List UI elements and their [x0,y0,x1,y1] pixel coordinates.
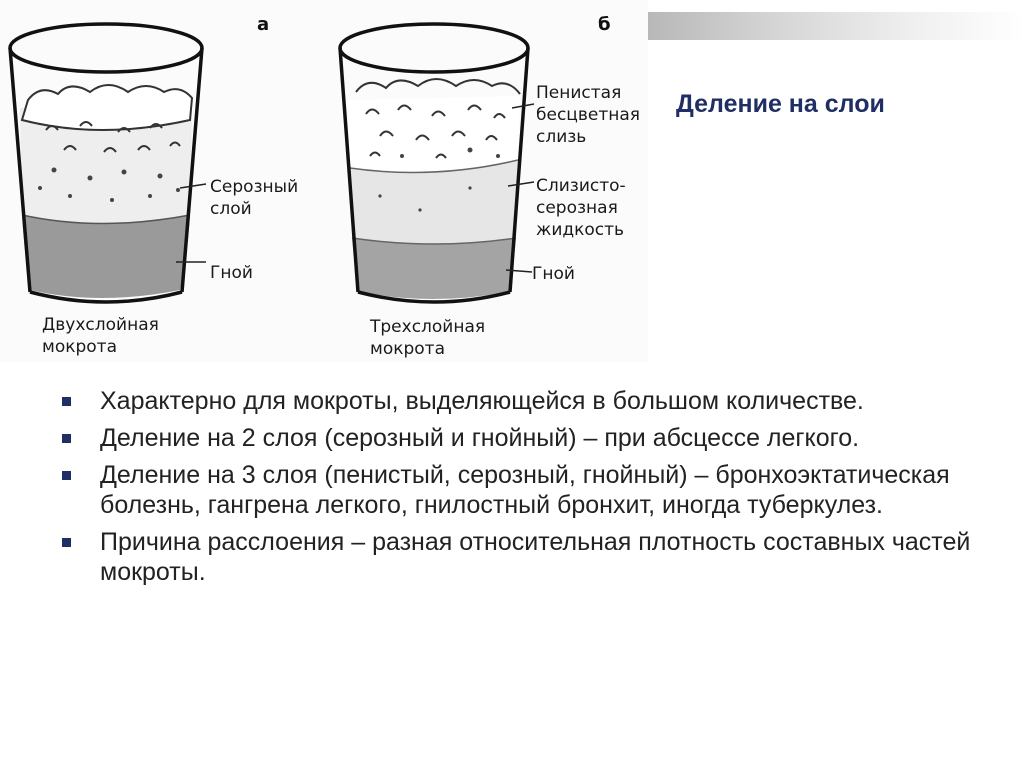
glass-a-serous-label: Серозный слой [210,177,299,219]
glass-a-letter: а [257,14,270,35]
glass-b-mucoserous-label: Слизисто- серозная жидкость [536,176,626,240]
glass-b-pus-layer [352,238,516,299]
bullet-item [62,423,992,453]
bullet-item [62,386,992,416]
bullet-text: Характерно для мокроты, выделяющейся в большом количестве. [100,387,864,415]
sputum-layers-figure [0,0,648,362]
glass-a-pus-label: Гной [210,263,253,283]
bullet-text: Деление на 3 слоя (пенистый, серозный, гнойный) – бронхоэктатическая болезнь, гангрена легкого, гнилостный бронхит, иногда туберкулез. [100,461,950,519]
bullet-text: Деление на 2 слоя (серозный и гнойный) – при абсцессе легкого. [100,424,860,452]
bullet-square-icon [62,434,71,443]
bullet-item [62,460,992,520]
header-gradient-bar [648,12,1024,40]
bullet-square-icon [62,471,71,480]
glass-b-letter: б [598,14,611,35]
glass-a-caption: Двухслойная мокрота [42,315,159,357]
slide-title: Деление на слои [676,90,885,118]
glass-a [10,24,206,302]
glass-b-foam-layer [348,96,520,173]
glass-b-caption: Трехслойная мокрота [370,317,486,359]
bullet-square-icon [62,538,71,547]
bullet-square-icon [62,397,71,406]
glass-b-foam-label: Пенистая бесцветная слизь [536,83,641,147]
glass-b [340,24,534,302]
bullet-text: Причина расслоения – разная относительная плотность составных частей мокроты. [100,528,971,586]
glass-a-pus-layer [22,215,190,298]
bullet-item [62,527,992,587]
bullet-list [62,386,992,594]
glass-b-pus-label: Гной [532,264,575,284]
